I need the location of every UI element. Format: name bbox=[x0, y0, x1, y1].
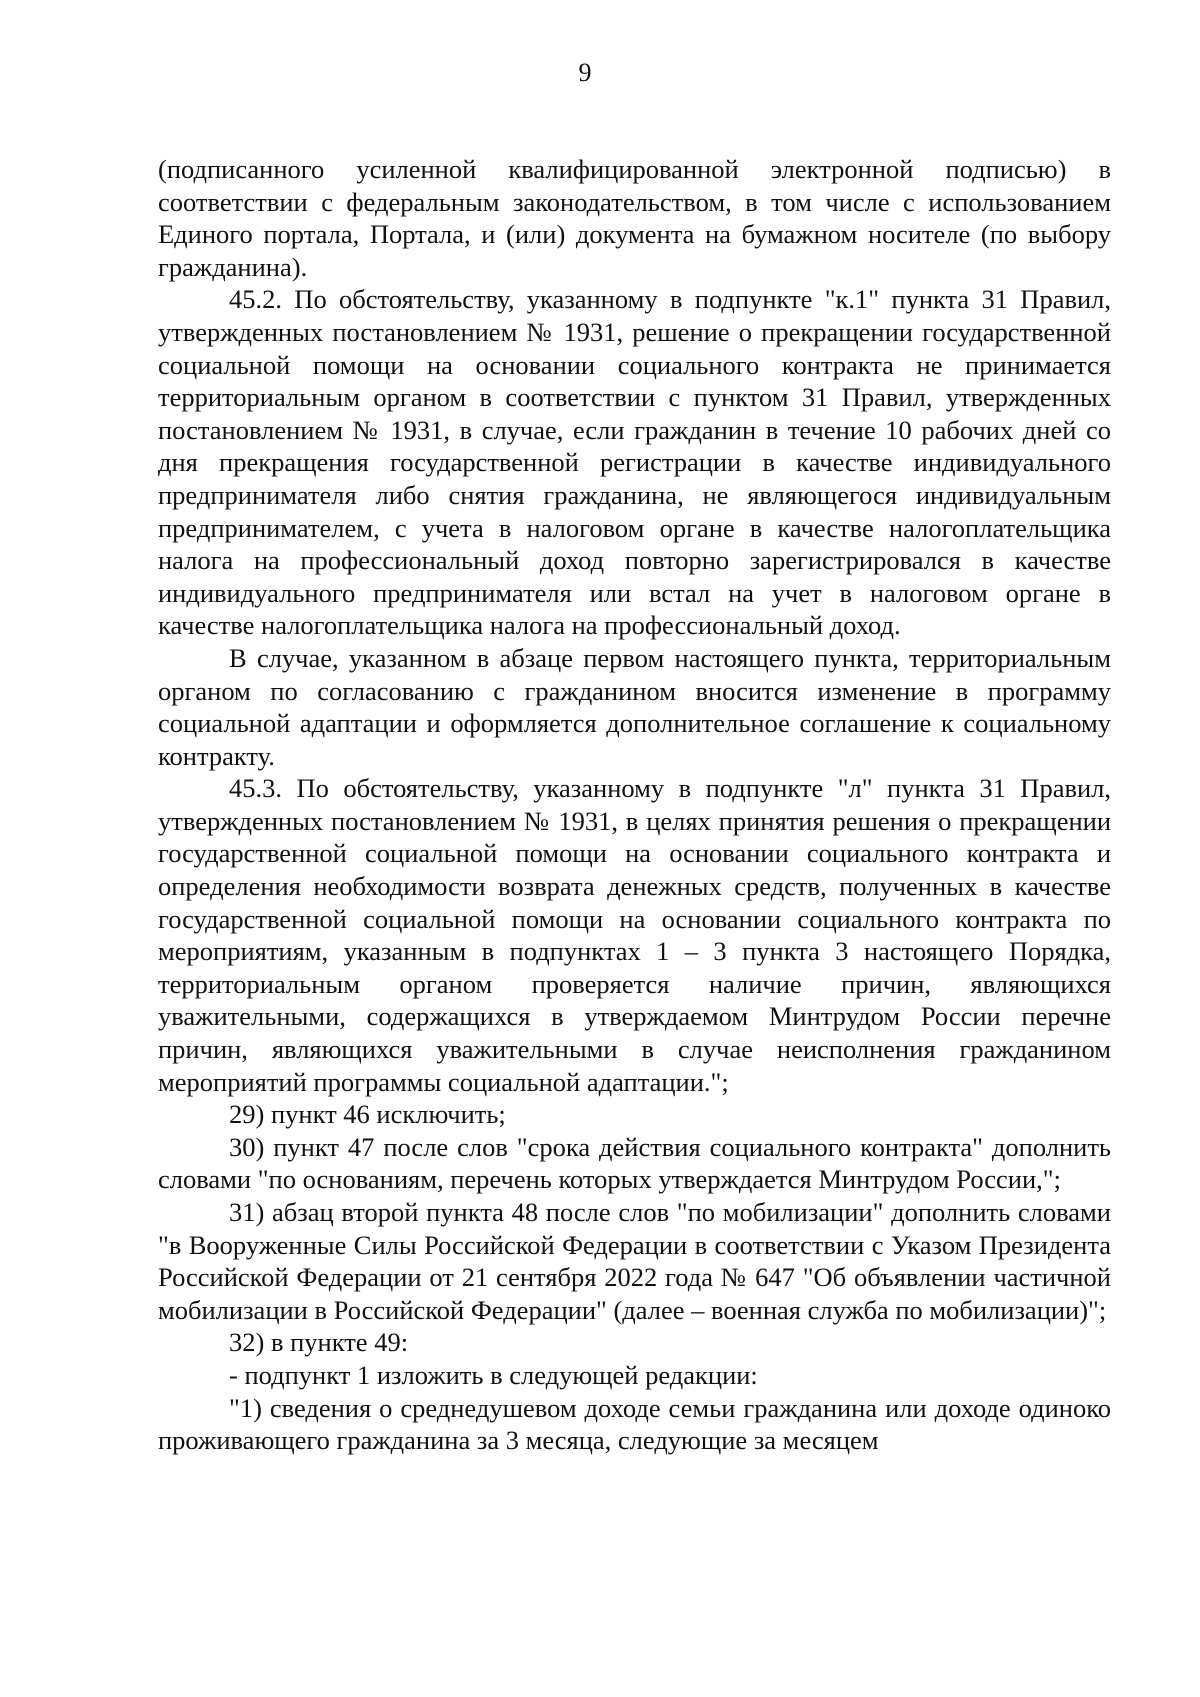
paragraph-45-3: 45.3. По обстоятельству, указанному в подпункте "л" пункта 31 Правил, утвержденных постановлением № 1931, в целях принятия решения о прекращении государственной социальной помощи на основании социального контракта и определения необходимости возврата денежных средств, полученных в качестве государственной социальной помощи на основании социального контракта по мероприятиям, указанным в подпунктах 1 – 3 пункта 3 настоящего Порядка, территориальным органом проверяется наличие причин, являющихся уважительными, содержащихся в утверждаемом Минтрудом России перечне причин, являющихся уважительными в случае неисполнения гражданином мероприятий программы социальной адаптации."; bbox=[158, 773, 1111, 1097]
paragraph-item-32: 32) в пункте 49: bbox=[229, 1327, 409, 1358]
paragraph-subitem-1-intro: - подпункт 1 изложить в следующей редакции: bbox=[229, 1359, 758, 1390]
paragraph-item-29: 29) пункт 46 исключить; bbox=[229, 1099, 506, 1130]
paragraph-case: В случае, указанном в абзаце первом настоящего пункта, территориальным органом по согласованию с гражданином вносится изменение в программу социальной адаптации и оформляется дополнительное соглашение к социальному контракту. bbox=[158, 642, 1111, 771]
paragraph-item-31: 31) абзац второй пункта 48 после слов "по мобилизации" дополнить словами "в Вооруженные Силы Российской Федерации в соответствии с Указом Президента Российской Федерации от 21 сентября 2022 года № 647 "Об объявлении частичной мобилизации в Российской Федерации" (далее – военная служба по мобилизации)"; bbox=[158, 1197, 1111, 1325]
paragraph-item-30: 30) пункт 47 после слов "срока действия социального контракта" дополнить словами "по основаниям, перечень которых утверждается Минтрудом России,"; bbox=[158, 1131, 1111, 1195]
paragraph-subitem-1-text: "1) сведения о среднедушевом доходе семьи гражданина или доходе одиноко проживающего гражданина за 3 месяца, следующие за месяцем bbox=[158, 1392, 1111, 1456]
paragraph-continuation: (подписанного усиленной квалифицированной электронной подписью) в соответствии с федеральным законодательством, в том числе с использованием Единого портала, Портала, и (или) документа на бумажном носителе (по выбору гражданина). bbox=[158, 154, 1111, 282]
page-number: 9 bbox=[578, 58, 592, 87]
document-body bbox=[158, 153, 1111, 1457]
paragraph-45-2: 45.2. По обстоятельству, указанному в подпункте "к.1" пункта 31 Правил, утвержденных постановлением № 1931, решение о прекращении государственной социальной помощи на основании социального контракта не принимается территориальным органом в соответствии с пунктом 31 Правил, утвержденных постановлением № 1931, в случае, если гражданин в течение 10 рабочих дней со дня прекращения государственной регистрации в качестве индивидуального предпринимателя либо снятия гражданина, не являющегося индивидуальным предпринимателем, с учета в налоговом органе в качестве налогоплательщика налога на профессиональный доход повторно зарегистрировался в качестве индивидуального предпринимателя или встал на учет в налоговом органе в качестве налогоплательщика налога на профессиональный доход. bbox=[158, 284, 1111, 641]
